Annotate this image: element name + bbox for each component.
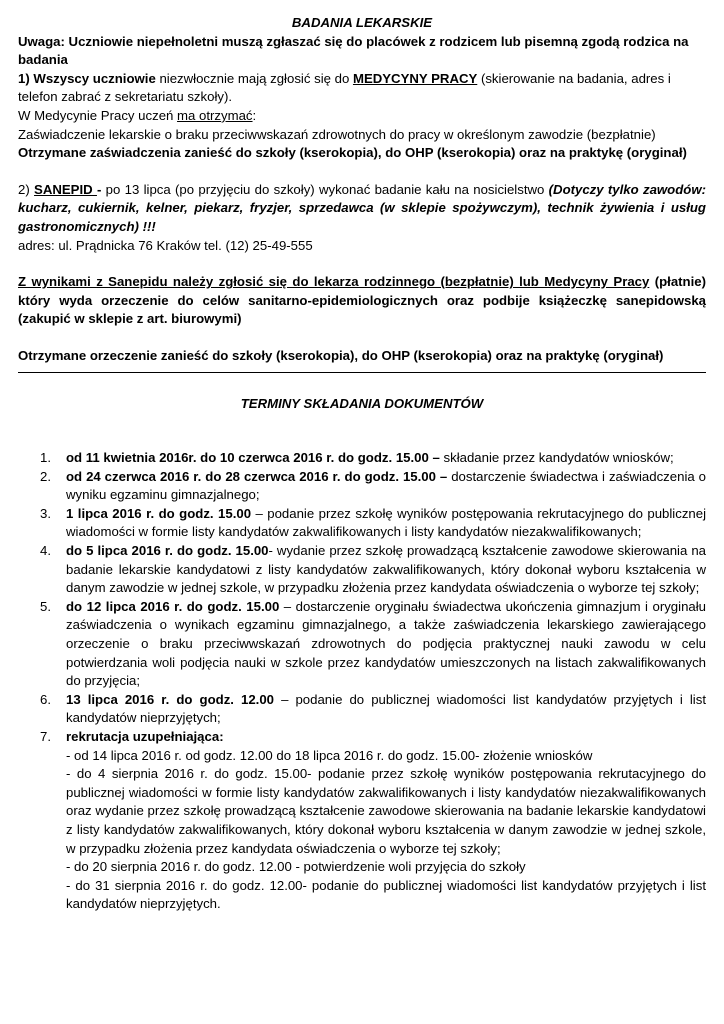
deadlines-list xyxy=(18,449,706,914)
receive-prefix: W Medycynie Pracy uczeń xyxy=(18,107,178,123)
list-number: 2. xyxy=(40,468,51,484)
term7-line: - do 20 sierpnia 2016 r. do godz. 12.00 - potwierdzenie woli przyjęcia do szkoły xyxy=(66,859,526,875)
deliver-orzeczenie: Otrzymane orzeczenie zanieść do szkoły (kserokopia), do OHP (kserokopia) oraz na praktykę (oryginał) xyxy=(18,347,664,363)
item2-place: SANEPID xyxy=(34,181,97,197)
list-item xyxy=(18,728,706,914)
spacer xyxy=(18,329,706,347)
term7-line: - do 31 sierpnia 2016 r. do godz. 12.00- podanie do publicznej wiadomości list kandydatów przyjętych i list kandydatów nieprzyjętych. xyxy=(66,877,706,912)
item1-deliver: Otrzymane zaświadczenia zanieść do szkoły (kserokopia), do OHP (kserokopia) oraz na praktykę (oryginał) xyxy=(18,145,687,161)
sanepid-results-rest: (płatnie) który wyda orzeczenie do celów sanitarno-epidemiologicznych oraz podbije książeczkę sanepidowską (zakupić w sklepie z art. biurowymi) xyxy=(18,274,706,327)
term-text: – podanie do publicznej wiadomości list kandydatów przyjętych i list kandydatów nieprzyjętych; xyxy=(66,691,706,726)
receive-underlined: ma otrzymać xyxy=(177,107,253,123)
item1-text-a: niezwłocznie mają zgłosić się do xyxy=(155,70,353,86)
item2-italic-note: (Dotyczy tylko zawodów: kucharz, cukiernik, kelner, piekarz, fryzjer, sprzedawca (w sklepie spożywczym), technik żywienia i usług gastronomicznych) !!! xyxy=(18,181,706,234)
spacer xyxy=(18,255,706,273)
list-number: 3. xyxy=(40,505,51,521)
list-number: 1. xyxy=(40,450,51,466)
item1-text-b: (skierowanie na badania, adres i telefon zabrać z sekretariatu szkoły). xyxy=(18,70,671,105)
term-text: składanie przez kandydatów wniosków; xyxy=(439,450,674,466)
warning-note: Uwaga: Uczniowie niepełnoletni muszą zgłaszać się do placówek z rodzicem lub pisemną zgodą rodzica na badania xyxy=(18,33,689,68)
spacer xyxy=(18,413,706,449)
list-item xyxy=(18,449,706,468)
list-item xyxy=(18,505,706,542)
item2-address: adres: ul. Prądnicka 76 Kraków tel. (12) 25-49-555 xyxy=(18,237,313,253)
item1-receive xyxy=(18,107,706,126)
term-date: do 12 lipca 2016 r. do godz. 15.00 xyxy=(66,598,280,614)
list-item xyxy=(18,468,706,505)
term-date: od 24 czerwca 2016 r. do 28 czerwca 2016 r. do godz. 15.00 – xyxy=(66,468,448,484)
item1-certificate: Zaświadczenie lekarskie o braku przeciwwskazań zdrowotnych do pracy w określonym zawodzie (bezpłatnie) xyxy=(18,126,656,142)
item2-dash: - xyxy=(96,181,102,197)
term7-line: - do 4 sierpnia 2016 r. do godz. 15.00- podanie przez szkołę wyników postępowania rekrutacyjnego do publicznej wiadomości w formie listy kandydatów zakwalifikowanych i listy kandydatów niezakwalifikowanych oraz wydanie przez szkołę prowadzącą kształcenie zawodowe skierowania na badanie lekarskie kandydatowi z listy kandydatów zakwalifikowanych, który dokonał wyboru kształcenia w danym zawodzie w jednej szkole, w przypadku złożenia przez kandydata oświadczenia o wyborze tej szkoły; xyxy=(66,766,706,856)
item2-prefix: 2) xyxy=(18,181,35,197)
list-number: 4. xyxy=(40,543,51,559)
sanepid-results xyxy=(18,273,706,329)
item2-text: po 13 lipca (po przyjęciu do szkoły) wykonać badanie kału na nosicielstwo xyxy=(101,181,549,197)
deadlines-title: TERMINY SKŁADANIA DOKUMENTÓW xyxy=(240,395,484,411)
list-number: 7. xyxy=(40,729,51,744)
list-item xyxy=(18,598,706,691)
term-date: do 5 lipca 2016 r. do godz. 15.00 xyxy=(66,543,269,559)
term-date: rekrutacja uzupełniająca: xyxy=(66,729,224,744)
page-title: BADANIA LEKARSKIE xyxy=(291,15,433,30)
item2-paragraph xyxy=(18,181,706,237)
document-page xyxy=(18,14,706,914)
term7-line: - od 14 lipca 2016 r. od godz. 12.00 do 18 lipca 2016 r. do godz. 15.00- złożenie wniosków xyxy=(66,747,593,763)
sanepid-results-underlined: Z wynikami z Sanepidu należy zgłosić się do lekarza rodzinnego (bezpłatnie) lub Medycyny Pracy xyxy=(18,274,650,290)
term-text: - wydanie przez szkołę prowadzącą kształcenie zawodowe skierowania na badanie lekarskie kandydatowi z listy kandydatów zakwalifikowanych, który dokonał wyboru kształcenia w danym zawodzie w jednej szkole, w przypadku złożenia przez kandydata oświadczenia o wyborze tej szkoły; xyxy=(66,543,706,596)
list-number: 5. xyxy=(40,598,51,614)
term-text: – dostarczenie oryginału świadectwa ukończenia gimnazjum i oryginału zaświadczenia o wynikach egzaminu gimnazjalnego, a także zaświadczenia lekarskiego zawierającego orzeczenie o braku przeciwwskazań zdrowotnych do podjęcia praktycznej nauki zawodu w celu potwierdzania woli podjęcia nauki w szkole przez kandydatów umieszczonych na listach zakwalifikowanych do przyjęcia; xyxy=(66,598,706,689)
receive-suffix: : xyxy=(252,107,257,123)
term-text: dostarczenie świadectwa i zaświadczenia o wyniku egzaminu gimnazjalnego; xyxy=(66,468,706,503)
spacer xyxy=(18,163,706,181)
list-number: 6. xyxy=(40,691,51,707)
spacer xyxy=(18,373,706,395)
term-date: 1 lipca 2016 r. do godz. 15.00 xyxy=(66,505,252,521)
term-date: 13 lipca 2016 r. do godz. 12.00 xyxy=(66,691,275,707)
term-date: od 11 kwietnia 2016r. do 10 czerwca 2016 r. do godz. 15.00 – xyxy=(66,450,440,466)
list-item xyxy=(18,542,706,598)
item1-lead: 1) Wszyscy uczniowie xyxy=(18,70,156,86)
item1-paragraph xyxy=(18,70,706,107)
list-item xyxy=(18,691,706,728)
item1-place: MEDYCYNY PRACY xyxy=(352,70,478,86)
term-text: – podanie przez szkołę wyników postępowania rekrutacyjnego do publicznej wiadomości w formie listy kandydatów zakwalifikowanych i listy kandydatów niezakwalifikowanych; xyxy=(66,505,707,540)
